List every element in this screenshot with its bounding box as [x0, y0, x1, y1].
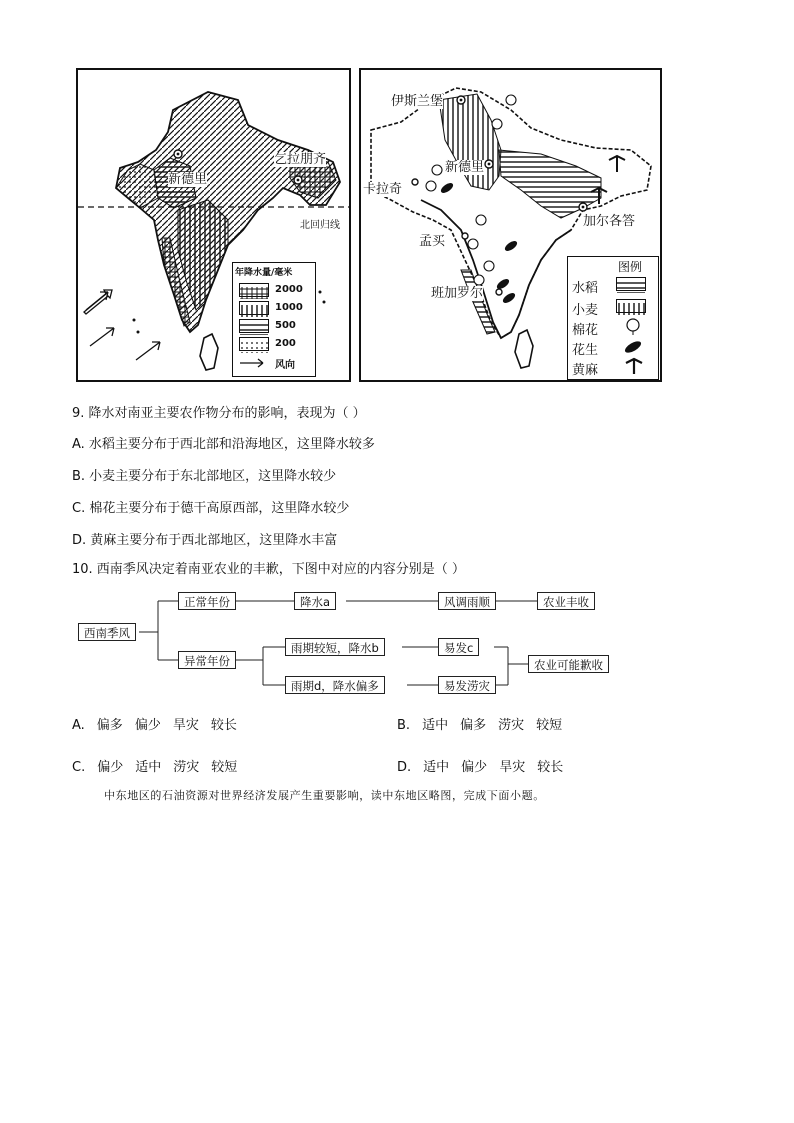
question-10-option-c[interactable]: [72, 756, 249, 775]
legend-jute: 黄麻: [572, 363, 599, 378]
peanut-icon: [622, 339, 644, 355]
flow-rain-a: 降水a: [294, 592, 336, 610]
legend-title: 年降水量/毫米: [235, 268, 293, 278]
question-9-stem: 9. 降水对南亚主要农作物分布的影响，表现为（ ）: [72, 406, 366, 421]
option-letter: D.: [397, 760, 412, 775]
legend-2000: 2000: [275, 284, 303, 295]
jute-icon: [624, 357, 644, 375]
option-word: 较短: [211, 760, 238, 775]
option-word: 涝灾: [173, 760, 200, 775]
option-word: 偏少: [461, 760, 488, 775]
legend-200: 200: [275, 338, 296, 349]
label-karachi: 卡拉奇: [363, 182, 403, 197]
question-10-option-a[interactable]: [72, 714, 249, 733]
label-bangalore: 班加罗尔: [431, 286, 484, 301]
precipitation-legend: [232, 262, 316, 377]
option-letter: A.: [72, 718, 85, 733]
flow-harvest: 农业丰收: [537, 592, 595, 610]
option-word: 较短: [536, 718, 563, 733]
wind-arrows: [84, 290, 160, 360]
flow-long-rain: 雨期d，降水偏多: [285, 676, 385, 694]
label-kolkata: 加尔各答: [583, 214, 636, 229]
option-word: 涝灾: [498, 718, 525, 733]
option-word: 适中: [423, 760, 450, 775]
flow-short-rain: 雨期较短，降水b: [285, 638, 385, 656]
maps-figure: [76, 68, 662, 384]
flow-normal-year: 正常年份: [178, 592, 236, 610]
option-letter: C.: [72, 760, 86, 775]
label-cherrapunji: 乞拉朋齐: [274, 152, 327, 167]
cotton-icon: [624, 317, 642, 335]
middle-east-intro: 中东地区的石油资源对世界经济发展产生重要影响，读中东地区略图，完成下面小题。: [104, 789, 545, 802]
option-word: 偏多: [96, 718, 123, 733]
option-word: 偏少: [97, 760, 124, 775]
option-word: 较长: [537, 760, 564, 775]
label-new-delhi: 新德里: [168, 172, 208, 187]
legend-swatch-2000: [239, 283, 269, 297]
option-word: 适中: [135, 760, 162, 775]
question-9-option-c[interactable]: C. 棉花主要分布于德干高原西部，这里降水较少: [72, 501, 350, 516]
label-new-delhi-r: 新德里: [445, 160, 485, 175]
question-9-option-b[interactable]: B. 小麦主要分布于东北部地区，这里降水较少: [72, 469, 337, 484]
question-10-option-b[interactable]: [397, 714, 574, 733]
label-mumbai: 孟买: [419, 234, 446, 249]
question-9-option-d[interactable]: D. 黄麻主要分布于西北部地区，这里降水丰富: [72, 533, 338, 548]
legend-1000: 1000: [275, 302, 303, 313]
option-word: 旱灾: [499, 760, 526, 775]
legend-swatch-200: [239, 337, 269, 351]
legend-swatch-1000: [239, 301, 269, 315]
flowchart-connectors: [0, 585, 794, 705]
south-asia-crops-map: [359, 68, 662, 382]
question-10-stem: 10. 西南季风决定着南亚农业的丰歉，下图中对应的内容分别是（ ）: [72, 562, 465, 577]
option-word: 旱灾: [172, 718, 199, 733]
label-tropic-of-cancer: 北回归线: [300, 220, 340, 231]
flow-harmony: 风调雨顺: [438, 592, 496, 610]
legend-peanut: 花生: [572, 343, 599, 358]
flow-prone-c: 易发c: [438, 638, 479, 656]
flow-poor-harvest: 农业可能歉收: [528, 655, 609, 673]
flow-abnormal-year: 异常年份: [178, 651, 236, 669]
crops-legend: [567, 256, 659, 380]
legend-cotton: 棉花: [572, 323, 599, 338]
legend-rice: 水稻: [572, 281, 599, 296]
flow-root-monsoon: 西南季风: [78, 623, 136, 641]
label-islamabad: 伊斯兰堡: [391, 94, 444, 109]
south-asia-precipitation-map: [76, 68, 351, 382]
legend-swatch-500: [239, 319, 269, 333]
option-word: 偏少: [134, 718, 161, 733]
legend-500: 500: [275, 320, 296, 331]
flow-flood: 易发涝灾: [438, 676, 496, 694]
legend-swatch-rice: [616, 277, 646, 291]
legend-wind: 风向: [275, 360, 295, 371]
option-word: 偏多: [460, 718, 487, 733]
legend-swatch-wheat: [616, 299, 646, 313]
option-word: 适中: [422, 718, 449, 733]
wind-arrow-icon: [239, 357, 271, 369]
question-9-option-a[interactable]: A. 水稻主要分布于西北部和沿海地区，这里降水较多: [72, 437, 375, 452]
option-word: 较长: [210, 718, 237, 733]
question-10-option-d[interactable]: [397, 756, 575, 775]
legend-wheat: 小麦: [572, 303, 599, 318]
legend-title-r: 图例: [618, 260, 643, 274]
option-letter: B.: [397, 718, 411, 733]
